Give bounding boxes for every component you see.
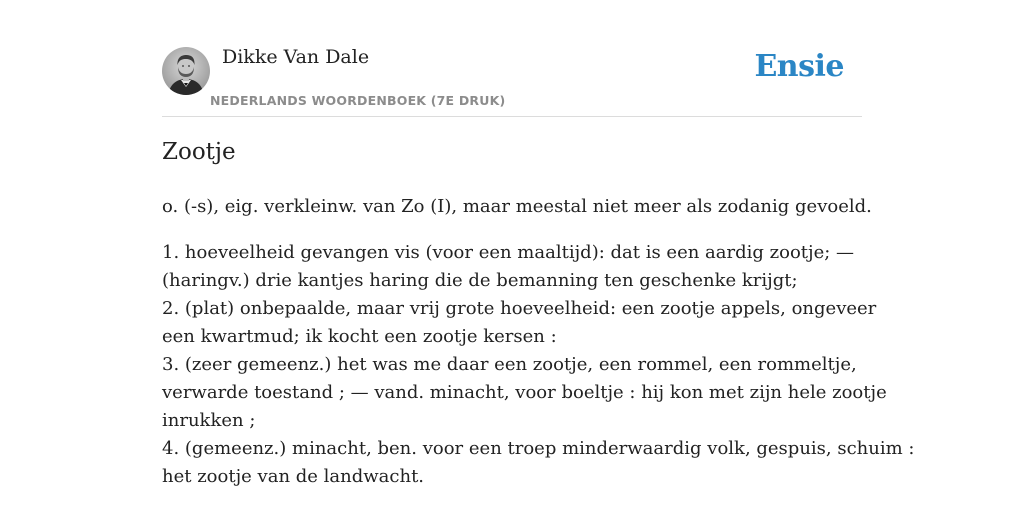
entry-header <box>162 0 862 117</box>
definition-line: 1. hoeveelheid gevangen vis (voor een maaltijd): dat is een aardig zootje; — <box>162 242 855 263</box>
definition-line: 3. (zeer gemeenz.) het was me daar een zootje, een rommel, een rommeltje, <box>162 354 857 375</box>
portrait-image <box>162 47 210 95</box>
author-link[interactable]: Dikke Van Dale <box>222 46 370 68</box>
page-content <box>162 0 915 487</box>
entry-title: Zootje <box>162 139 236 165</box>
author-avatar[interactable] <box>162 47 210 95</box>
definition-line: 2. (plat) onbepaalde, maar vrij grote hoeveelheid: een zootje appels, ongeveer <box>162 298 877 319</box>
entry-definitions <box>162 239 915 491</box>
definition-line: een kwartmud; ik kocht een zootje kersen : <box>162 326 557 347</box>
definition-line: inrukken ; <box>162 410 256 431</box>
ensie-logo[interactable]: Ensie <box>754 49 844 84</box>
definition-line: het zootje van de landwacht. <box>162 466 425 487</box>
definition-line: 4. (gemeenz.) minacht, ben. voor een troep minderwaardig volk, gespuis, schuim : <box>162 438 915 459</box>
entry-intro: o. (-s), eig. verkleinw. van Zo (I), maar meestal niet meer als zodanig gevoeld. <box>162 196 872 217</box>
definition-line: verwarde toestand ; — vand. minacht, voor boeltje : hij kon met zijn hele zootje <box>162 382 887 403</box>
source-label: NEDERLANDS WOORDENBOEK (7E DRUK) <box>210 93 506 108</box>
definition-line: (haringv.) drie kantjes haring die de bemanning ten geschenke krijgt; <box>162 270 798 291</box>
